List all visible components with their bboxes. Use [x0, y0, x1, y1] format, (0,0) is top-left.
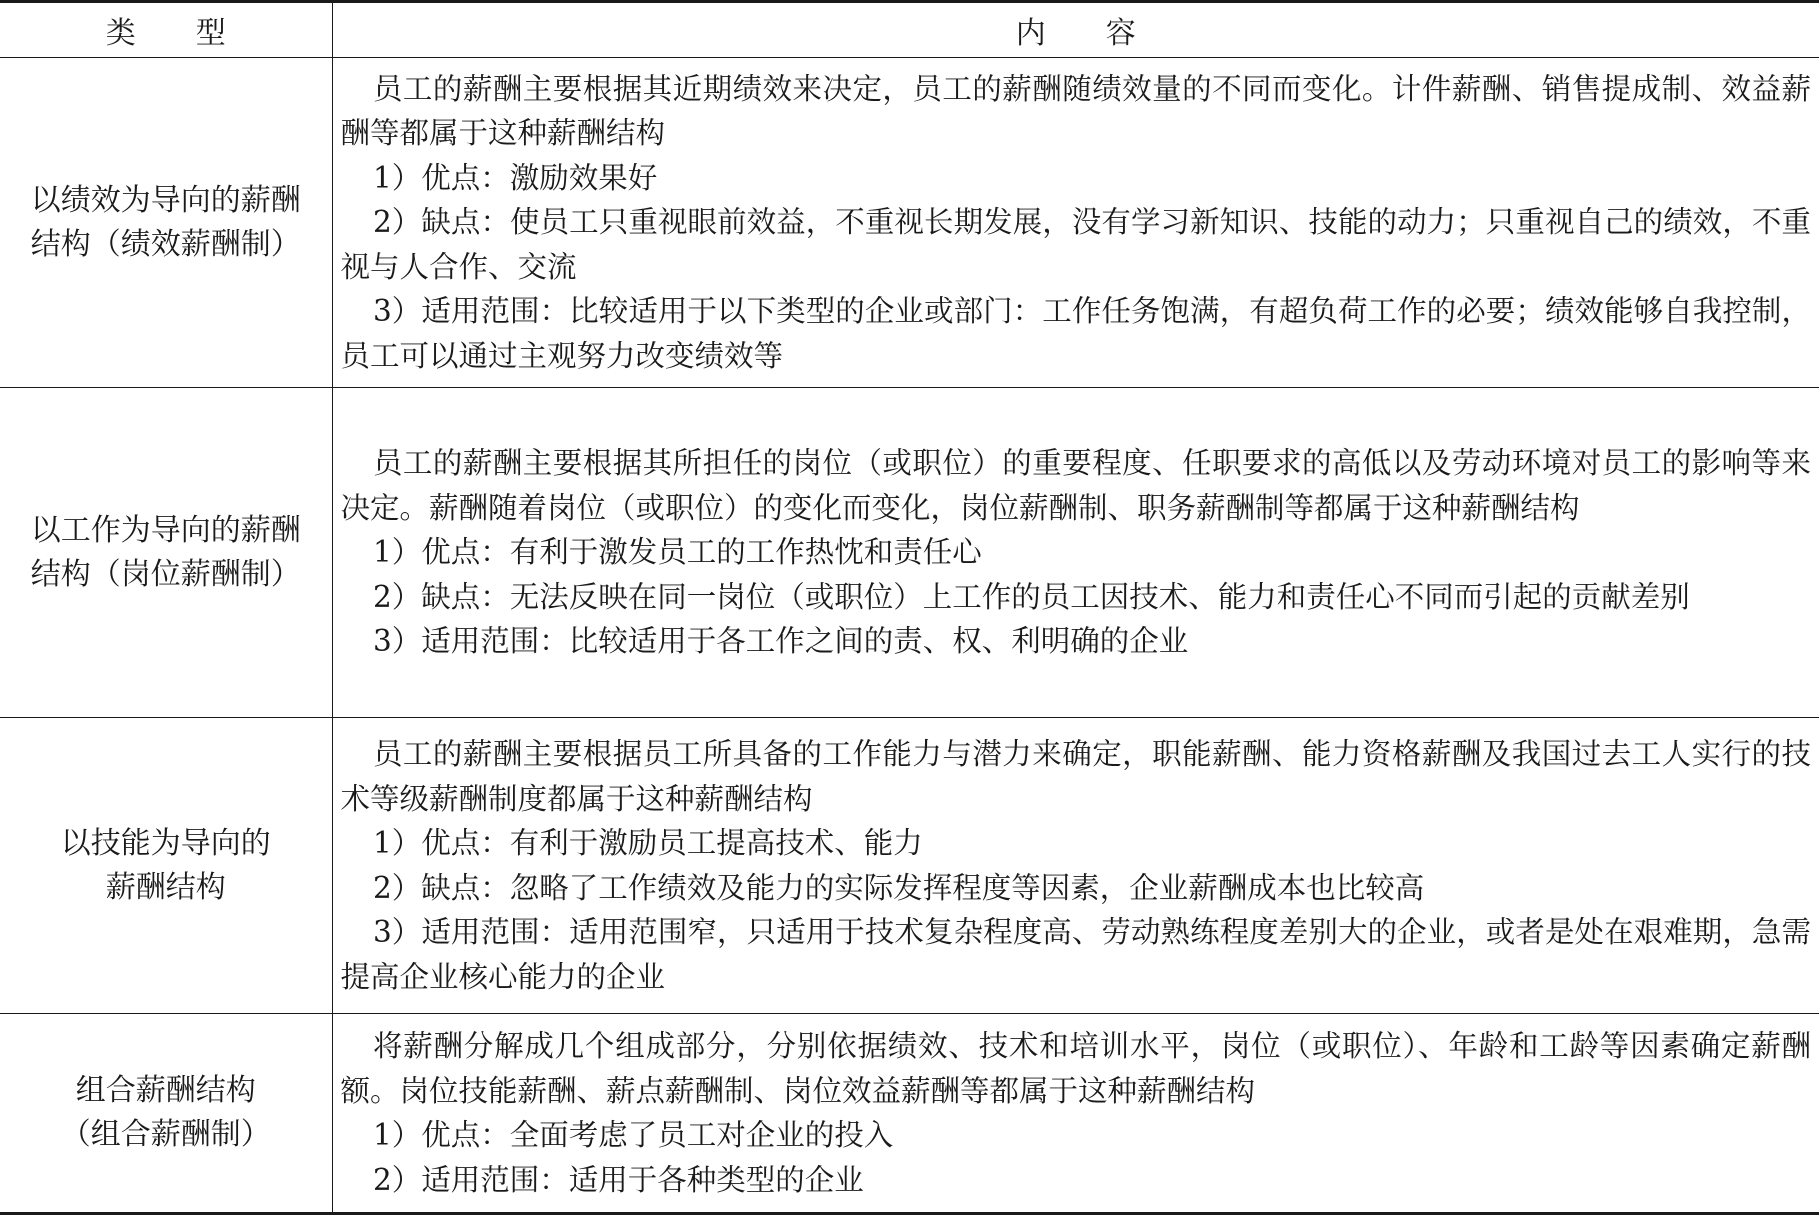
scope-item: 3）适用范围：比较适用于各工作之间的责、权、利明确的企业: [372, 624, 1189, 659]
type-line: 以工作为导向的薪酬: [30, 512, 301, 548]
type-line: 薪酬结构: [105, 869, 226, 905]
type-line: （组合薪酬制）: [60, 1117, 271, 1152]
type-cell: [0, 388, 332, 718]
description-paragraph: 员工的薪酬主要根据其所担任的岗位（或职位）的重要程度、任职要求的高低以及劳动环境对员工的影响等来决定。薪酬随着岗位（或职位）的变化而变化，岗位薪酬制、职务薪酬制等都属于这种薪酬结构: [340, 446, 1811, 525]
table-row-combined: [0, 1014, 1819, 1214]
type-line: 结构（岗位薪酬制）: [30, 556, 301, 592]
description-paragraph: 员工的薪酬主要根据员工所具备的工作能力与潜力来确定，职能薪酬、能力资格薪酬及我国过去工人实行的技术等级薪酬制度都属于这种薪酬结构: [340, 737, 1811, 816]
type-column-header: 类 型: [0, 2, 332, 58]
content-cell: [332, 58, 1819, 388]
table-header-row: [0, 2, 1819, 58]
disadvantage-item: 2）缺点：无法反映在同一岗位（或职位）上工作的员工因技术、能力和责任心不同而引起的贡献差别: [372, 579, 1690, 614]
advantage-item: 1）优点：有利于激发员工的工作热忱和责任心: [372, 535, 982, 570]
type-line: 结构（绩效薪酬制）: [30, 226, 301, 262]
type-line: 以技能为导向的: [60, 825, 271, 861]
content-cell: [332, 388, 1819, 718]
scope-item: 3）适用范围：适用范围窄，只适用于技术复杂程度高、劳动熟练程度差别大的企业，或者是处在艰难期，急需提高企业核心能力的企业: [340, 915, 1811, 994]
description-paragraph: 员工的薪酬主要根据其近期绩效来决定，员工的薪酬随绩效量的不同而变化。计件薪酬、销售提成制、效益薪酬等都属于这种薪酬结构: [340, 71, 1811, 151]
content-cell: [332, 718, 1819, 1014]
advantage-item: 1）优点：有利于激励员工提高技术、能力: [372, 826, 923, 860]
type-line: 以绩效为导向的薪酬: [30, 182, 301, 218]
advantage-item: 1）优点：激励效果好: [372, 160, 658, 195]
type-cell: [0, 58, 332, 388]
advantage-item: 1）优点：全面考虑了员工对企业的投入: [372, 1118, 894, 1152]
disadvantage-item: 2）缺点：使员工只重视眼前效益，不重视长期发展，没有学习新知识、技能的动力；只重视自己的绩效，不重视与人合作、交流: [340, 205, 1811, 284]
content-column-header: 内 容: [332, 2, 1819, 58]
type-line: 组合薪酬结构: [75, 1073, 256, 1108]
scope-item: 2）适用范围：适用于各种类型的企业: [372, 1162, 864, 1197]
table-row-skill: [0, 718, 1819, 1014]
content-cell: [332, 1014, 1819, 1214]
disadvantage-item: 2）缺点：忽略了工作绩效及能力的实际发挥程度等因素，企业薪酬成本也比较高: [372, 870, 1425, 905]
scope-item: 3）适用范围：比较适用于以下类型的企业或部门：工作任务饱满，有超负荷工作的必要；绩效能够自我控制，员工可以通过主观努力改变绩效等: [340, 294, 1811, 373]
table-row-position: [0, 388, 1819, 718]
type-cell: [0, 1014, 332, 1214]
type-cell: [0, 718, 332, 1014]
description-paragraph: 将薪酬分解成几个组成部分，分别依据绩效、技术和培训水平，岗位（或职位）、年龄和工龄等因素确定薪酬额。岗位技能薪酬、薪点薪酬制、岗位效益薪酬等都属于这种薪酬结构: [340, 1029, 1811, 1108]
table-row-performance: [0, 58, 1819, 388]
